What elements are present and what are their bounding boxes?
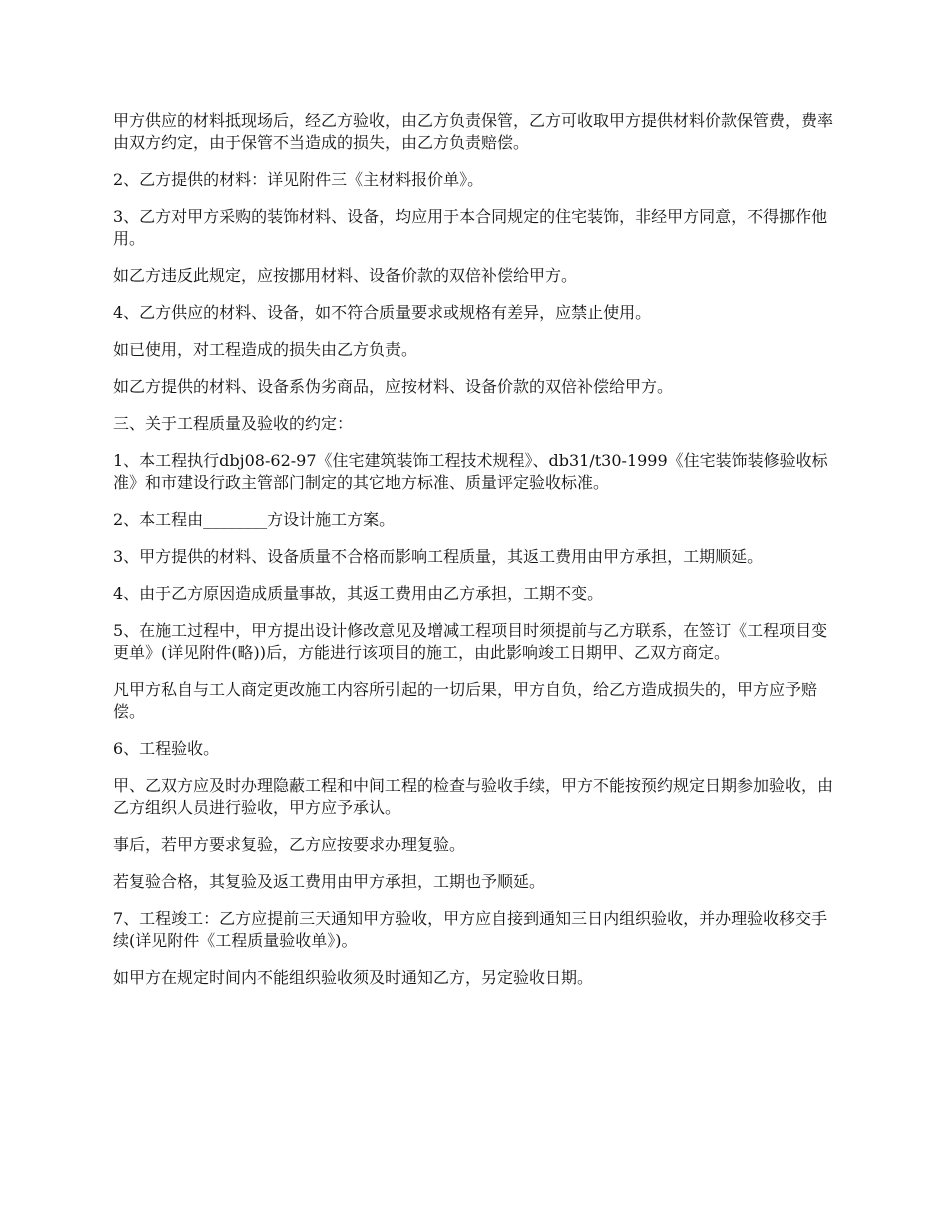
- paragraph-materials-custody: 甲方供应的材料抵现场后，经乙方验收，由乙方负责保管，乙方可收取甲方提供材料价款保管费，费率由双方约定，由于保管不当造成的损失，由乙方负责赔偿。: [113, 111, 834, 152]
- paragraph-hidden-works: 甲、乙双方应及时办理隐蔽工程和中间工程的检查与验收手续，甲方不能按预约规定日期参加验收，由乙方组织人员进行验收，甲方应予承认。: [113, 776, 834, 817]
- paragraph-clause-5-changes: 5、在施工过程中，甲方提出设计修改意见及增减工程项目时须提前与乙方联系，在签订《工程项目变更单》(详见附件(略))后，方能进行该项目的施工，由此影响竣工日期甲、乙双方商定。: [113, 621, 828, 662]
- paragraph-clause-1-standards: 1、本工程执行dbj08-62-97《住宅建筑装饰工程技术规程》、db31/t30-1999《住宅装饰装修验收标准》和市建设行政主管部门制定的其它地方标准、质量评定验收标准。: [113, 451, 828, 492]
- paragraph-private-changes: 凡甲方私自与工人商定更改施工内容所引起的一切后果，甲方自负，给乙方造成损失的，甲方应予赔偿。: [113, 680, 818, 721]
- paragraph-violation-compensation: 如乙方违反此规定，应按挪用材料、设备价款的双倍补偿给甲方。: [113, 266, 578, 285]
- paragraph-counterfeit-compensation: 如乙方提供的材料、设备系伪劣商品，应按材料、设备价款的双倍补偿给甲方。: [113, 377, 674, 396]
- paragraph-clause-7-completion: 7、工程竣工：乙方应提前三天通知甲方验收，甲方应自接到通知三日内组织验收，并办理验收移交手续(详见附件《工程质量验收单》)。: [113, 909, 828, 950]
- paragraph-clause-4-accident: 4、由于乙方原因造成质量事故，其返工费用由乙方承担，工期不变。: [113, 584, 604, 603]
- document-page: [113, 110, 838, 1004]
- paragraph-reinspection-cost: 若复验合格，其复验及返工费用由甲方承担，工期也予顺延。: [113, 872, 546, 891]
- paragraph-loss-responsibility: 如已使用，对工程造成的损失由乙方负责。: [113, 340, 418, 359]
- paragraph-reschedule-acceptance: 如甲方在规定时间内不能组织验收须及时通知乙方，另定验收日期。: [113, 968, 594, 987]
- paragraph-reinspection: 事后，若甲方要求复验，乙方应按要求办理复验。: [113, 835, 466, 854]
- paragraph-clause-6-acceptance: 6、工程验收。: [113, 739, 220, 758]
- paragraph-clause-4-quality: 4、乙方供应的材料、设备，如不符合质量要求或规格有差异，应禁止使用。: [113, 303, 652, 322]
- section-heading-quality-acceptance: 三、关于工程质量及验收的约定：: [113, 414, 354, 433]
- paragraph-clause-3-usage: 3、乙方对甲方采购的装饰材料、设备，均应用于本合同规定的住宅装饰，非经甲方同意，不得挪作他用。: [113, 207, 828, 248]
- paragraph-clause-2-design: 2、本工程由________方设计施工方案。: [113, 510, 396, 529]
- paragraph-clause-3-rework: 3、甲方提供的材料、设备质量不合格而影响工程质量，其返工费用由甲方承担，工期顺延。: [113, 547, 764, 566]
- paragraph-clause-2-materials: 2、乙方提供的材料：详见附件三《主材料报价单》。: [113, 170, 484, 189]
